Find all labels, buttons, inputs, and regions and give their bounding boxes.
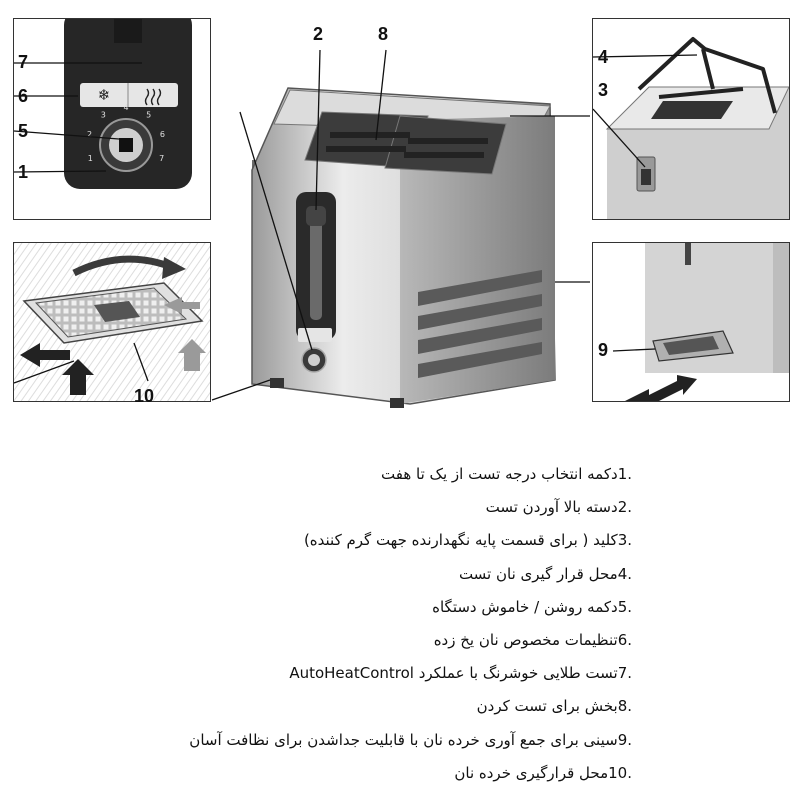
toaster-main-svg (210, 20, 590, 420)
parts-legend (32, 458, 632, 790)
legend-item-text: محل قرارگیری خرده نان (454, 763, 609, 782)
legend-item-text: کلید ( برای قسمت پایه نگهدارنده جهت گرم کننده) (303, 531, 618, 550)
dial-tick-label: 1 (87, 154, 93, 163)
rack-switch-bottom (685, 243, 691, 265)
power-button-center (119, 138, 133, 152)
in-out-arrow (625, 375, 697, 401)
legend-item-number: 4. (617, 564, 632, 583)
right-bread-slot (385, 116, 506, 174)
legend-item (32, 491, 632, 524)
dial-tick-label: 3 (100, 110, 106, 120)
legend-item (32, 591, 632, 624)
legend-item (32, 558, 632, 591)
legend-item-text: دکمه انتخاب درجه تست از یک تا هفت (381, 465, 618, 483)
callout-9: 9 (598, 340, 609, 360)
control-panel-illustration (14, 19, 210, 219)
legend-item (32, 657, 632, 690)
legend-item-text: دکمه روشن / خاموش دستگاه (432, 597, 618, 616)
legend-item-text: دسته بالا آوردن تست (485, 498, 618, 517)
button-strip (80, 83, 178, 107)
legend-item-number: 2. (617, 498, 632, 517)
legend-item-number: 6. (617, 630, 632, 649)
mini-button-strip (298, 328, 332, 342)
dial-tick-label: 4 (123, 103, 129, 112)
legend-item-text: سینی برای جمع آوری خرده نان با قابلیت جداشدن برای نظافت آسان (189, 730, 618, 749)
dial-tick-label: 6 (159, 130, 165, 140)
callout-7: 7 (18, 52, 29, 72)
warming-rack-detail (592, 18, 790, 220)
legend-item-number: 3. (617, 531, 632, 550)
dial-tick-label: 5 (146, 110, 152, 120)
legend-item (32, 624, 632, 657)
lift-lever-slot (114, 19, 142, 43)
callout-8: 8 (378, 24, 389, 44)
legend-item-text: تنظیمات مخصوص نان یخ زده (433, 630, 618, 649)
dial-tick-label: 2 (87, 130, 93, 140)
legend-item-text: محل قرار گیری نان تست (458, 564, 618, 583)
legend-item (32, 524, 632, 557)
legend-item (32, 724, 632, 757)
legend-item-number: 7. (617, 664, 632, 683)
crumb-tray-removal-detail (592, 242, 790, 402)
control-panel-detail (13, 18, 211, 220)
legend-item-number: 10. (608, 763, 632, 782)
legend-item (32, 757, 632, 790)
callout-1: 1 (18, 162, 29, 182)
legend-item (32, 690, 632, 723)
legend-item-number: 9. (617, 730, 632, 749)
crumb-removal-illustration (593, 243, 789, 401)
callout-6: 6 (18, 86, 29, 106)
dial-tick-label: 7 (159, 154, 165, 163)
rack-switch (641, 169, 651, 185)
legend-item (32, 458, 632, 491)
callout-2: 2 (313, 24, 324, 44)
legend-item-number: 5. (617, 597, 632, 616)
warming-rack-illustration (593, 19, 789, 219)
legend-item-number: 1. (617, 465, 632, 483)
legend-item-text: تست طلایی خوشرنگ با عملکرد AutoHeatControl (289, 664, 618, 683)
bread-slot-side (651, 101, 733, 119)
callout-10: 10 (134, 386, 155, 406)
legend-item-number: 8. (617, 697, 632, 716)
callout-4: 4 (598, 47, 609, 67)
snowflake-icon: ❄ (97, 86, 111, 104)
crumb-tray-detail (13, 242, 211, 402)
toaster-main-illustration (210, 20, 590, 420)
callout-5: 5 (18, 121, 29, 141)
crumb-tray-illustration (14, 243, 210, 401)
legend-item-text: بخش برای تست کردن (476, 697, 618, 716)
callout-3: 3 (598, 80, 609, 100)
